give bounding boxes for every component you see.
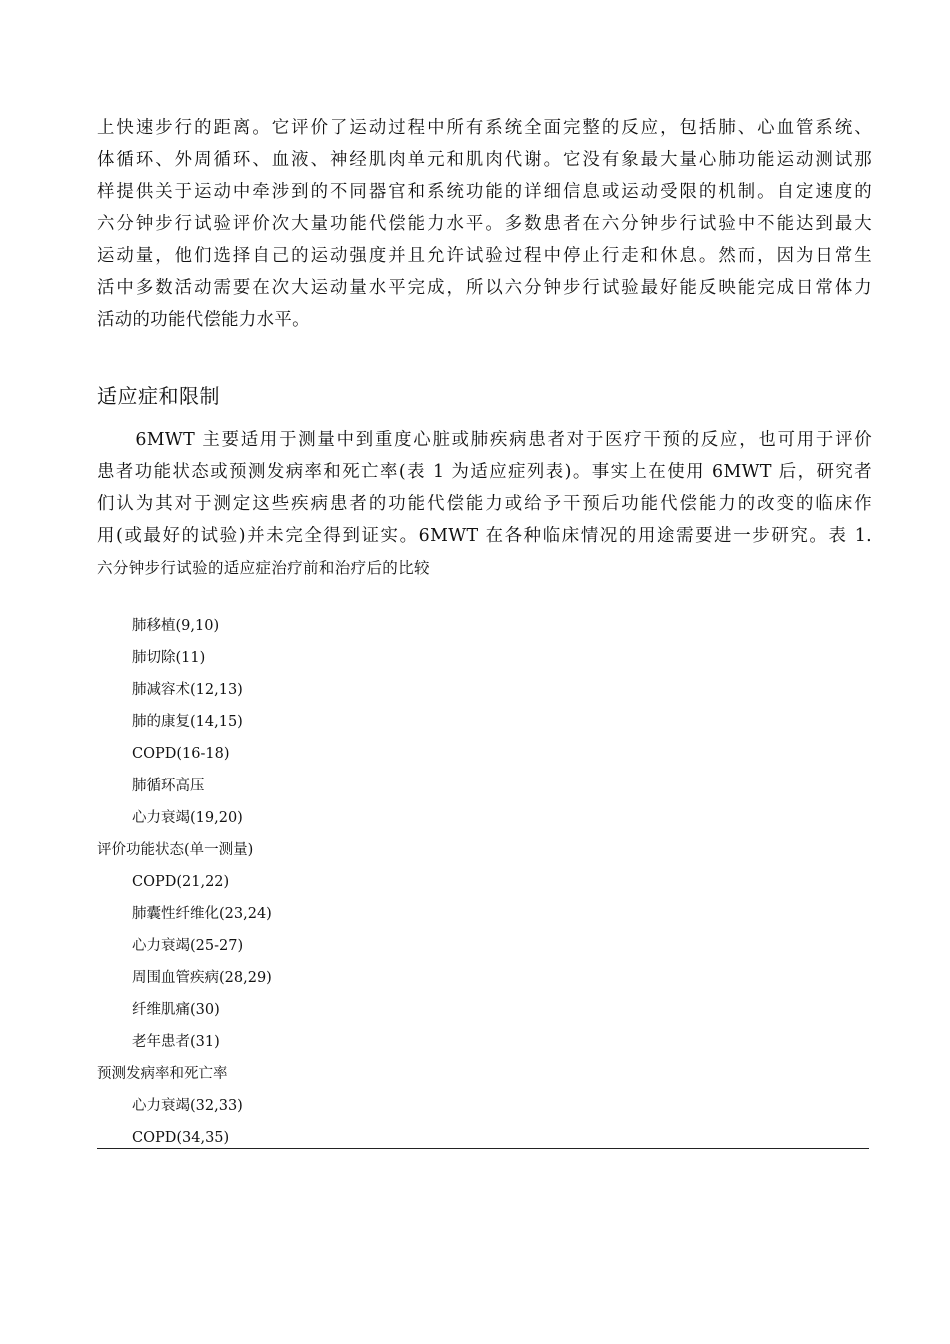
indications-table <box>97 610 872 1154</box>
section-heading: 适应症和限制 <box>97 384 220 408</box>
table-item: 心力衰竭(19,20) <box>132 810 243 826</box>
paragraph-line: 体循环、外周循环、血液、神经肌肉单元和肌肉代谢。它没有象最大量心肺功能运动测试那 <box>97 150 872 170</box>
table-item: 肺囊性纤维化(23,24) <box>132 906 272 922</box>
table-group-heading: 预测发病率和死亡率 <box>97 1066 228 1082</box>
table-item: COPD(34,35) <box>132 1130 230 1146</box>
table-item: 纤维肌痛(30) <box>132 1002 220 1018</box>
table-item: COPD(16-18) <box>132 746 230 762</box>
table-item: 心力衰竭(32,33) <box>132 1098 243 1114</box>
table-bottom-rule <box>97 1148 869 1149</box>
paragraph-line: 运动量，他们选择自己的运动强度并且允许试验过程中停止行走和休息。然而，因为日常生 <box>97 246 872 266</box>
table-item: 肺循环高压 <box>132 778 205 794</box>
table-group-heading: 评价功能状态(单一测量) <box>97 842 254 858</box>
table-item: 肺的康复(14,15) <box>132 714 243 730</box>
table-item: 肺切除(11) <box>132 650 206 666</box>
table-item: 周围血管疾病(28,29) <box>132 970 272 986</box>
paragraph-line: 6MWT 主要适用于测量中到重度心脏或肺疾病患者对于医疗干预的反应，也可用于评价 <box>97 430 872 450</box>
paragraph-line: 活动的功能代偿能力水平。 <box>97 310 310 330</box>
table-item: 老年患者(31) <box>132 1034 220 1050</box>
paragraph-line: 样提供关于运动中牵涉到的不同器官和系统功能的详细信息或运动受限的机制。自定速度的 <box>97 182 872 202</box>
paragraph-line: 上快速步行的距离。它评价了运动过程中所有系统全面完整的反应，包括肺、心血管系统、 <box>97 118 872 138</box>
body-paragraph-6mwt-description <box>97 112 872 336</box>
paragraph-line: 用(或最好的试验)并未完全得到证实。6MWT 在各种临床情况的用途需要进一步研究。表 1. <box>97 526 872 546</box>
paragraph-line: 患者功能状态或预测发病率和死亡率(表 1 为适应症列表)。事实上在使用 6MWT 后，研究者 <box>97 462 872 482</box>
table-item: 肺移植(9,10) <box>132 618 220 634</box>
paragraph-line: 活中多数活动需要在次大运动量水平完成，所以六分钟步行试验最好能反映能完成日常体力 <box>97 278 872 298</box>
paragraph-line: 六分钟步行试验评价次大量功能代偿能力水平。多数患者在六分钟步行试验中不能达到最大 <box>97 214 872 234</box>
paragraph-line: 六分钟步行试验的适应症治疗前和治疗后的比较 <box>97 559 430 577</box>
paragraph-line: 们认为其对于测定这些疾病患者的功能代偿能力或给予干预后功能代偿能力的改变的临床作 <box>97 494 872 514</box>
body-paragraph-indications <box>97 424 872 584</box>
table-item: 肺减容术(12,13) <box>132 682 243 698</box>
table-item: COPD(21,22) <box>132 874 230 890</box>
table-item: 心力衰竭(25-27) <box>132 938 244 954</box>
